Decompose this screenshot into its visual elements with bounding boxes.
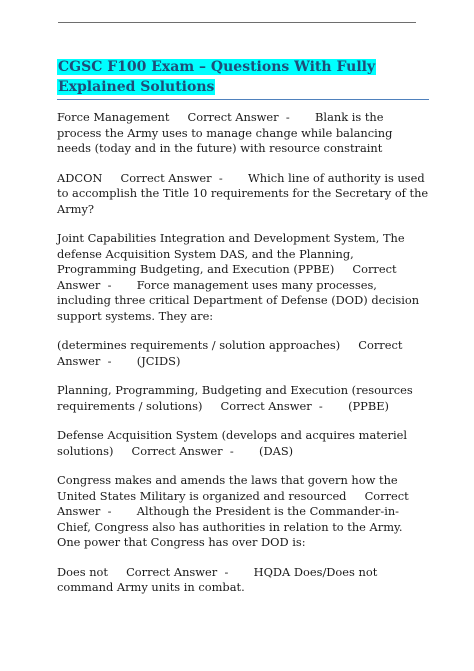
qa-paragraph: Joint Capabilities Integration and Development System, The defense Acquisition System DAS, and the Planning, Programming Budgeting, and Execution (PPBE) Correct Answer - Force management uses many processes, including three critical Department of Defense (DOD) decision support systems. They are:: [57, 231, 423, 323]
qa-paragraph: Planning, Programming, Budgeting and Execution (resources requirements / solutions) Correct Answer - (PPBE): [57, 383, 417, 413]
qa-paragraph: Force Management Correct Answer - Blank is the process the Army uses to manage change while balancing needs (today and in the future) with resource constraint: [57, 110, 397, 155]
document-body: [57, 110, 432, 610]
qa-paragraph: Congress makes and amends the laws that govern how the United States Military is organized and resourced Correct Answer - Although the President is the Commander-in-Chief, Congress also has authorities in relation to the Army. One power that Congress has over DOD is:: [57, 473, 413, 549]
qa-paragraph: ADCON Correct Answer - Which line of authority is used to accomplish the Title 10 requirements for the Secretary of the Army?: [57, 170, 432, 216]
title-block: [57, 57, 419, 100]
qa-paragraph: Defense Acquisition System (develops and acquires materiel solutions) Correct Answer - (DAS): [57, 428, 411, 458]
title-line-1: CGSC F100 Exam – Questions With Fully: [58, 59, 376, 75]
qa-paragraph: (determines requirements / solution approaches) Correct Answer - (JCIDS): [57, 338, 407, 368]
document-title: [57, 57, 419, 97]
qa-paragraph: Does not Correct Answer - HQDA Does/Does not command Army units in combat.: [57, 564, 381, 594]
title-underline: [57, 99, 429, 100]
header-rule: [58, 22, 416, 23]
title-line-2: Explained Solutions: [58, 79, 215, 95]
